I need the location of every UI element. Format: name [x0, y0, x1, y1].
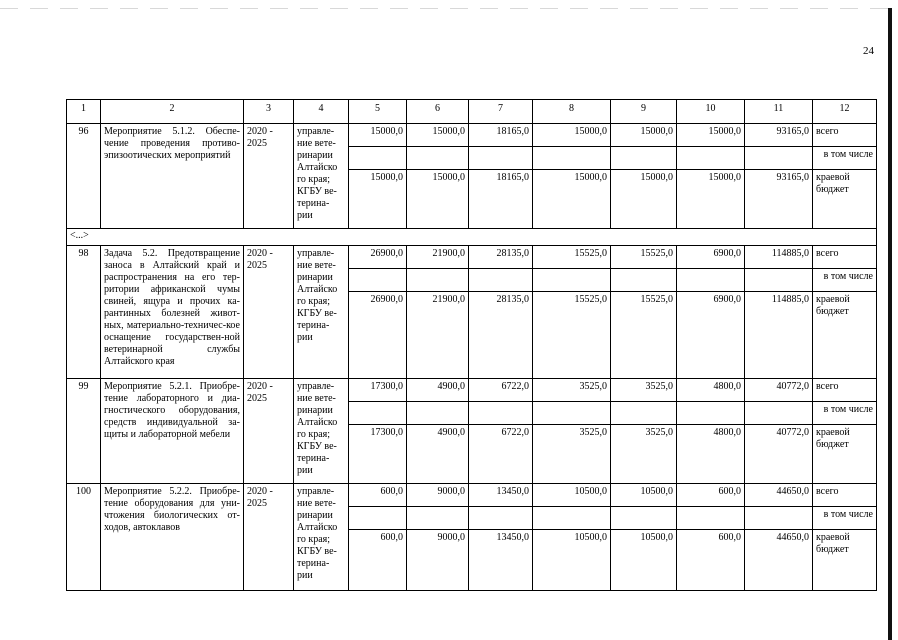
total-value: 6900,0	[677, 246, 745, 269]
row-period: 2020 - 2025	[244, 484, 294, 591]
row-executor: управле- ние вете- ринарии Алтайско го края; КГБУ ве- терина- рии	[294, 484, 349, 591]
regional-value: 17300,0	[349, 425, 407, 484]
total-value: 15525,0	[533, 246, 611, 269]
ellipsis-row	[67, 229, 877, 246]
regional-value: 10500,0	[533, 530, 611, 591]
row-number: 99	[67, 379, 101, 484]
row-name: Мероприятие 5.1.2. Обеспе-чение проведения противо-эпизоотических мероприятий	[101, 124, 244, 229]
row-number: 98	[67, 246, 101, 379]
header-cell: 2	[101, 100, 244, 124]
empty-cell	[677, 507, 745, 530]
empty-cell	[349, 269, 407, 292]
regional-value: 26900,0	[349, 292, 407, 379]
regional-value: 4900,0	[407, 425, 469, 484]
header-cell: 1	[67, 100, 101, 124]
header-cell: 4	[294, 100, 349, 124]
empty-cell	[407, 269, 469, 292]
source-regional: краевой бюджет	[813, 170, 877, 229]
source-regional: краевой бюджет	[813, 425, 877, 484]
scan-edge-right	[888, 8, 892, 640]
row-period: 2020 - 2025	[244, 246, 294, 379]
source-total: всего	[813, 246, 877, 269]
regional-value: 13450,0	[469, 530, 533, 591]
empty-cell	[677, 269, 745, 292]
header-row	[67, 100, 877, 124]
table-row	[67, 246, 877, 269]
total-value: 4900,0	[407, 379, 469, 402]
source-regional: краевой бюджет	[813, 530, 877, 591]
source-total: всего	[813, 484, 877, 507]
header-cell: 9	[611, 100, 677, 124]
empty-cell	[611, 507, 677, 530]
regional-value: 9000,0	[407, 530, 469, 591]
source-total: всего	[813, 379, 877, 402]
regional-value: 15525,0	[611, 292, 677, 379]
total-value: 44650,0	[745, 484, 813, 507]
total-value: 15525,0	[611, 246, 677, 269]
header-cell: 7	[469, 100, 533, 124]
total-value: 3525,0	[611, 379, 677, 402]
scan-edge-top	[0, 8, 898, 9]
regional-value: 44650,0	[745, 530, 813, 591]
empty-cell	[677, 147, 745, 170]
total-value: 15000,0	[407, 124, 469, 147]
header-cell: 10	[677, 100, 745, 124]
total-value: 18165,0	[469, 124, 533, 147]
header-cell: 11	[745, 100, 813, 124]
budget-table	[66, 99, 877, 591]
total-value: 10500,0	[533, 484, 611, 507]
total-value: 15000,0	[533, 124, 611, 147]
empty-cell	[533, 402, 611, 425]
row-executor: управле- ние вете- ринарии Алтайско го края; КГБУ ве- терина- рии	[294, 379, 349, 484]
header-cell: 12	[813, 100, 877, 124]
total-value: 10500,0	[611, 484, 677, 507]
header-cell: 8	[533, 100, 611, 124]
empty-cell	[533, 269, 611, 292]
total-value: 21900,0	[407, 246, 469, 269]
regional-value: 21900,0	[407, 292, 469, 379]
row-executor: управле- ние вете- ринарии Алтайско го края; КГБУ ве- терина- рии	[294, 124, 349, 229]
total-value: 600,0	[349, 484, 407, 507]
row-period: 2020 - 2025	[244, 124, 294, 229]
regional-value: 15000,0	[533, 170, 611, 229]
regional-value: 3525,0	[611, 425, 677, 484]
total-value: 600,0	[677, 484, 745, 507]
ellipsis-text: <...>	[67, 229, 877, 246]
source-incl: в том числе	[813, 507, 877, 530]
empty-cell	[407, 402, 469, 425]
row-name: Мероприятие 5.2.2. Приобре-тение оборудования для уни-чтожения биологических от-ходов, автоклавов	[101, 484, 244, 591]
regional-value: 15525,0	[533, 292, 611, 379]
total-value: 28135,0	[469, 246, 533, 269]
regional-value: 15000,0	[349, 170, 407, 229]
empty-cell	[469, 147, 533, 170]
empty-cell	[407, 507, 469, 530]
regional-value: 18165,0	[469, 170, 533, 229]
total-value: 15000,0	[677, 124, 745, 147]
regional-value: 4800,0	[677, 425, 745, 484]
empty-cell	[469, 507, 533, 530]
empty-cell	[611, 147, 677, 170]
regional-value: 93165,0	[745, 170, 813, 229]
header-cell: 3	[244, 100, 294, 124]
source-incl: в том числе	[813, 147, 877, 170]
header-cell: 5	[349, 100, 407, 124]
regional-value: 28135,0	[469, 292, 533, 379]
regional-value: 600,0	[349, 530, 407, 591]
source-total: всего	[813, 124, 877, 147]
total-value: 17300,0	[349, 379, 407, 402]
empty-cell	[745, 507, 813, 530]
total-value: 6722,0	[469, 379, 533, 402]
table-row	[67, 379, 877, 402]
total-value: 114885,0	[745, 246, 813, 269]
source-regional: краевой бюджет	[813, 292, 877, 379]
total-value: 93165,0	[745, 124, 813, 147]
empty-cell	[677, 402, 745, 425]
regional-value: 15000,0	[677, 170, 745, 229]
row-name: Задача 5.2. Предотвращение заноса в Алтайский край и распространения на его тер-ритории африканской чумы свиней, ящура и прочих ка-рантинных болезней живот-ных, материально-техничес-кое оснащение государствен-ной ветеринарной службы Алтайского края	[101, 246, 244, 379]
total-value: 9000,0	[407, 484, 469, 507]
row-name: Мероприятие 5.2.1. Приобре-тение лабораторного и диа-гностического оборудования, средств индивидуальной за-щиты и лабораторной мебели	[101, 379, 244, 484]
regional-value: 10500,0	[611, 530, 677, 591]
regional-value: 6900,0	[677, 292, 745, 379]
empty-cell	[745, 269, 813, 292]
total-value: 26900,0	[349, 246, 407, 269]
empty-cell	[611, 269, 677, 292]
regional-value: 40772,0	[745, 425, 813, 484]
regional-value: 114885,0	[745, 292, 813, 379]
total-value: 15000,0	[349, 124, 407, 147]
total-value: 4800,0	[677, 379, 745, 402]
regional-value: 15000,0	[407, 170, 469, 229]
source-incl: в том числе	[813, 269, 877, 292]
row-number: 100	[67, 484, 101, 591]
total-value: 40772,0	[745, 379, 813, 402]
page-number: 24	[863, 45, 874, 57]
empty-cell	[533, 147, 611, 170]
empty-cell	[745, 402, 813, 425]
empty-cell	[349, 147, 407, 170]
table-row	[67, 484, 877, 507]
regional-value: 6722,0	[469, 425, 533, 484]
regional-value: 3525,0	[533, 425, 611, 484]
total-value: 3525,0	[533, 379, 611, 402]
regional-value: 15000,0	[611, 170, 677, 229]
regional-value: 600,0	[677, 530, 745, 591]
source-incl: в том числе	[813, 402, 877, 425]
row-executor: управле- ние вете- ринарии Алтайско го края; КГБУ ве- терина- рии	[294, 246, 349, 379]
row-number: 96	[67, 124, 101, 229]
empty-cell	[469, 269, 533, 292]
empty-cell	[349, 402, 407, 425]
total-value: 13450,0	[469, 484, 533, 507]
total-value: 15000,0	[611, 124, 677, 147]
header-cell: 6	[407, 100, 469, 124]
empty-cell	[611, 402, 677, 425]
empty-cell	[349, 507, 407, 530]
empty-cell	[469, 402, 533, 425]
empty-cell	[745, 147, 813, 170]
table-row	[67, 124, 877, 147]
empty-cell	[407, 147, 469, 170]
empty-cell	[533, 507, 611, 530]
row-period: 2020 - 2025	[244, 379, 294, 484]
